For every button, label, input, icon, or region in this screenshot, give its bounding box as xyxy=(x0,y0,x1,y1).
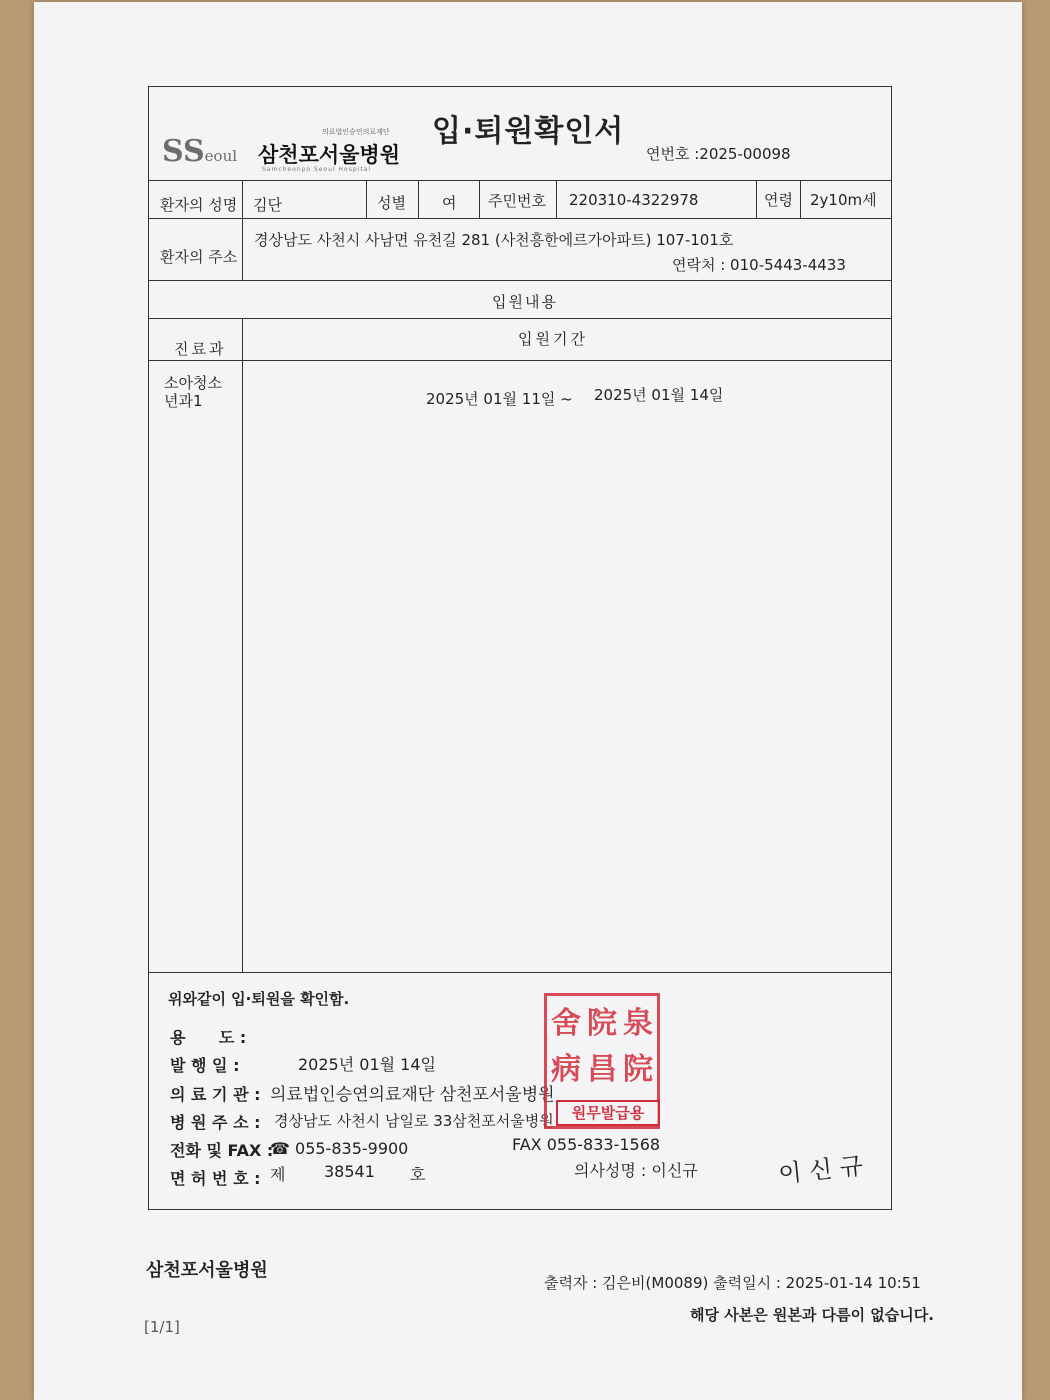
footer-hospital-name: 삼천포서울병원 xyxy=(146,1260,268,1281)
row-divider xyxy=(149,180,891,181)
copy-notice: 해당 사본은 원본과 다름이 없습니다. xyxy=(690,1306,934,1324)
admission-section-title: 입원내용 xyxy=(492,293,558,311)
logo-ss-mark: SS xyxy=(162,134,205,169)
stamp-char: 院 xyxy=(623,1052,653,1087)
serial-value: 2025-00098 xyxy=(699,145,791,163)
license-suffix: 호 xyxy=(410,1165,426,1184)
col-divider xyxy=(800,180,801,218)
period-label: 입원기간 xyxy=(518,330,588,348)
logo-foundation-text: 의료법인승연의료재단 xyxy=(322,128,390,136)
col-divider xyxy=(242,318,243,972)
resident-id-value: 220310-4322978 xyxy=(569,191,699,209)
col-divider xyxy=(756,180,757,218)
row-divider xyxy=(149,280,891,281)
stamp-char: 昌 xyxy=(587,1052,617,1087)
confirmation-text: 위와같이 입·퇴원을 확인함. xyxy=(168,990,350,1008)
dept-value: 소아청소 년과1 xyxy=(164,374,222,410)
tel-fax-label: 전화 및 FAX : xyxy=(170,1141,274,1160)
sex-value: 여 xyxy=(442,194,457,212)
contact-value: 연락처 : 010-5443-4433 xyxy=(672,256,846,274)
dept-label: 진료과 xyxy=(174,340,227,358)
page-number: [1/1] xyxy=(144,1318,180,1336)
sex-label: 성별 xyxy=(377,194,406,212)
col-divider xyxy=(366,180,367,218)
logo-subtitle: Samcheonpo Seoul Hospital xyxy=(262,166,372,173)
institution-name: 의료법인승연의료재단 삼천포서울병원 xyxy=(270,1085,555,1105)
document-title: 입·퇴원확인서 xyxy=(432,114,625,149)
resident-id-label: 주민번호 xyxy=(488,192,546,210)
row-divider xyxy=(149,972,891,973)
col-divider xyxy=(556,180,557,218)
doctor-name: 의사성명 : 이신규 xyxy=(574,1161,698,1180)
logo-hospital-name: 삼천포서울병원 xyxy=(258,143,401,167)
doctor-signature: 이 신 규 xyxy=(777,1151,865,1189)
logo-eoul-text: eoul xyxy=(204,147,238,165)
col-divider xyxy=(242,180,243,280)
admission-end: 2025년 01월 14일 xyxy=(594,386,724,404)
admission-start: 2025년 01월 11일 ~ xyxy=(426,390,573,408)
address-value: 경상남도 사천시 사남면 유천길 281 (사천흥한에르가아파트) 107-101호 xyxy=(254,231,734,249)
license-number: 38541 xyxy=(324,1162,375,1181)
issue-date-label: 발 행 일 : xyxy=(170,1056,240,1075)
stamp-char: 泉 xyxy=(623,1006,653,1041)
stamp-char: 舍 xyxy=(551,1006,581,1041)
hospital-address: 경상남도 사천시 남일로 33삼천포서울병원 xyxy=(274,1112,554,1130)
col-divider xyxy=(479,180,480,218)
institution-label: 의 료 기 관 : xyxy=(170,1085,261,1104)
patient-name-label: 환자의 성명 xyxy=(160,196,238,214)
stamp-issue-label: 원무발급용 xyxy=(556,1100,660,1126)
print-info: 출력자 : 김은비(M0089) 출력일시 : 2025-01-14 10:51 xyxy=(544,1274,921,1292)
serial-label: 연번호 : xyxy=(646,145,700,163)
age-value: 2y10m세 xyxy=(810,191,877,209)
address-label: 환자의 주소 xyxy=(160,248,238,266)
age-label: 연령 xyxy=(764,191,793,209)
row-divider xyxy=(149,318,891,319)
patient-name: 김단 xyxy=(253,196,282,214)
license-label: 면 허 번 호 : xyxy=(170,1169,261,1188)
col-divider xyxy=(418,180,419,218)
stamp-char: 病 xyxy=(551,1052,581,1087)
row-divider xyxy=(149,218,891,219)
purpose-label: 용 도 : xyxy=(170,1028,247,1047)
fax-number: FAX 055-833-1568 xyxy=(512,1135,661,1154)
stamp-char: 院 xyxy=(587,1006,617,1041)
row-divider xyxy=(149,360,891,361)
issue-date: 2025년 01월 14일 xyxy=(298,1055,436,1074)
tel-number: ☎ 055-835-9900 xyxy=(270,1139,409,1158)
hospital-address-label: 병 원 주 소 : xyxy=(170,1113,261,1132)
license-prefix: 제 xyxy=(270,1165,286,1184)
